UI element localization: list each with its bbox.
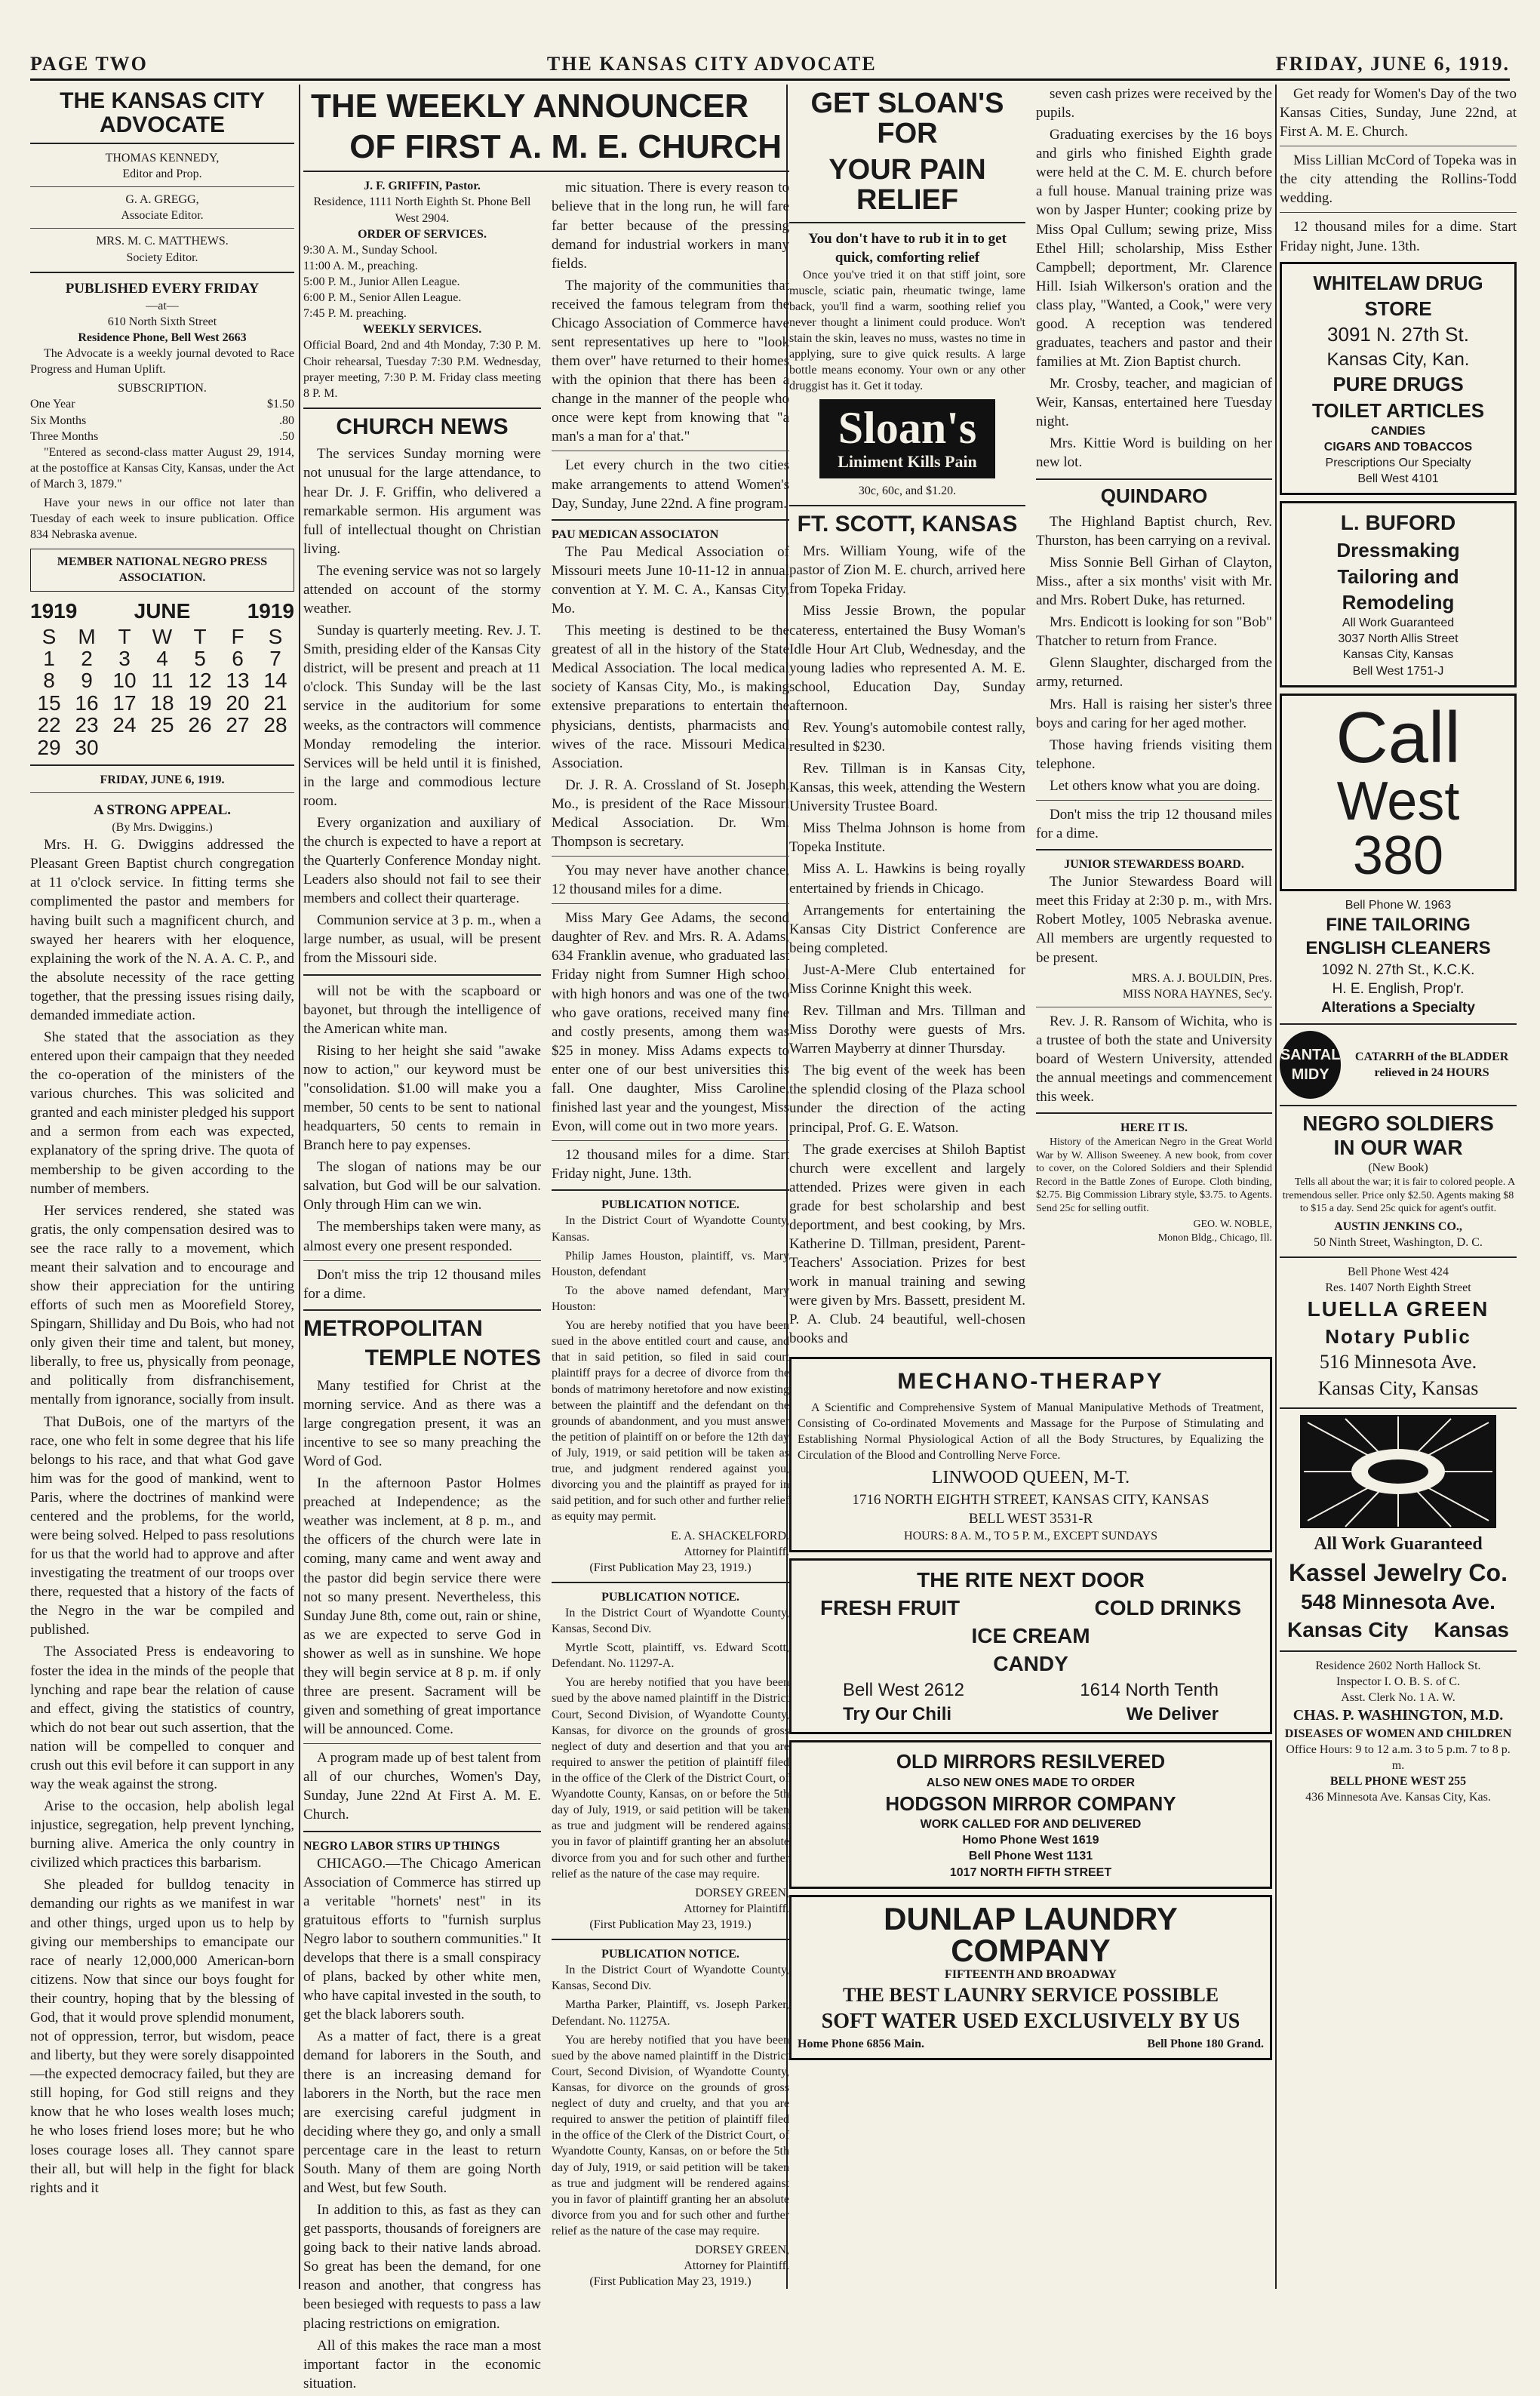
whitelaw-ad <box>1280 262 1517 496</box>
appeal-title: A STRONG APPEAL. <box>93 802 232 818</box>
wash-inspector: Inspector I. O. B. S. of C. <box>1336 1675 1460 1688</box>
hereitis-title: HERE IT IS. <box>1120 1121 1188 1135</box>
wash-specialty: DISEASES OF WOMEN AND CHILDREN <box>1284 1727 1512 1740</box>
staff-line: MRS. M. C. MATTHEWS. <box>96 235 229 248</box>
calendar-year: 1919 <box>30 598 78 623</box>
english-cleaners-ad <box>1280 897 1517 1018</box>
mechano-body: A Scientific and Comprehensive System of Manual Manipulative Methods of Treatment, Consisting of Co-ordinated Movements and Massage for the Purpose of Stimulating and Establishing Normal Physiological Action of all the Body Structures, by Equalizing the Circulation of the Blood and Controlling Nerve Force. <box>798 1401 1264 1463</box>
fscott-continued: Mr. Crosby, teacher, and magician of Weir, Kansas, entertained here Tuesday night. <box>1036 376 1272 430</box>
church-news-paragraph: The services Sunday morning were not unusual for the large attendance, to hear Dr. J. F. Griffin, who delivered a remarkable sermon. His argument was full of intellectual thought on Christian living. <box>303 446 541 557</box>
announcer-left <box>303 178 541 2395</box>
order-item: 11:00 A. M., preaching. <box>303 259 418 272</box>
labor-title: NEGRO LABOR STIRS UP THINGS <box>303 1839 500 1853</box>
pau-title: PAU MEDICAN ASSOCIATON <box>552 527 719 541</box>
calendar <box>30 598 294 758</box>
order-item: 6:00 P. M., Senior Allen League. <box>303 291 462 305</box>
cleaners-line: FINE TAILORING <box>1326 914 1471 935</box>
labor-paragraph: All of this makes the race man a most important factor in the economic situation. <box>303 2337 541 2391</box>
whitelaw-item: CANDIES <box>1370 424 1425 438</box>
metro-title-1: METROPOLITAN <box>303 1315 483 1341</box>
negro-body: Tells all about the war; it is fair to colored people. A tremendous seller. Price only $2.50. Agents making $8 to $15 a day. Send 25c quick for agent's outfit. <box>1282 1176 1516 1215</box>
masthead-title: THE KANSAS CITY ADVOCATE <box>546 53 877 75</box>
fscott-paragraph: The big event of the week has been the splendid closing of the Plaza school under the direction of the acting principal, Prof. G. E. Watson. <box>789 1063 1025 1136</box>
dunlap-home-phone: Home Phone 6856 Main. <box>798 2038 924 2051</box>
mirror-phone: Bell Phone West 1131 <box>968 1850 1093 1863</box>
buford-service: Tailoring and <box>1337 564 1459 588</box>
publication-paragraph: Philip James Houston, plaintiff, vs. Mary Houston, defendant <box>552 1249 789 1278</box>
mirror-company: HODGSON MIRROR COMPANY <box>885 1792 1176 1815</box>
publication-sign: DORSEY GREEN, <box>695 1886 789 1899</box>
dunlap-company: COMPANY <box>951 1932 1111 1968</box>
office-phone: Residence Phone, Bell West 2663 <box>78 331 247 344</box>
whitelaw-phone: Bell West 4101 <box>1357 472 1439 486</box>
mirror-address: 1017 NORTH FIFTH STREET <box>949 1865 1112 1879</box>
ransom-paragraph: Rev. J. R. Ransom of Wichita, who is a trustee of both the state and University board of Western University, attended the annual meetings and commencement this week. <box>1036 1013 1272 1106</box>
publication-paragraph: In the District Court of Wyandotte County, Kansas, Second Div. <box>552 1606 789 1636</box>
rite-next-door-ad <box>789 1558 1272 1734</box>
mechano-address: 1716 NORTH EIGHTH STREET, KANSAS CITY, KANSAS <box>852 1492 1210 1509</box>
appeal-paragraph: She pleaded for bulldog tenacity in demanding our rights as we manifest in war and other things, urged upon us to help by giving our memberships to emancipate our race of nearly 12,000,000 American-born citizens. Now that since our boys fought for their country, hoping that by the blessing of God, that it would prove splendid monument, not of oppression, terror, but wisdom, peace and liberty, but they were sorely disappointed—the expected democracy failed, but they are still hoping, for God still reigns and they know that he who loses wealth loses much; he who loses friend loses more; but he who loses courage loses all. They cannot spare their all, but will help in the fight for black rights and it <box>30 1877 294 2196</box>
order-item: 7:45 P. M. preaching. <box>303 307 407 321</box>
quindaro-paragraph: Miss Sonnie Bell Girhan of Clayton, Miss., after a six months' visit with Mr. and Mrs. Robert Duke, has returned. <box>1036 555 1272 609</box>
calendar-week: 1 2 3 4 5 6 7 <box>43 646 281 670</box>
buford-line: All Work Guaranteed <box>1342 617 1455 630</box>
cleaners-owner: H. E. English, Prop'r. <box>1332 981 1465 998</box>
metro-paragraph: In the afternoon Pastor Holmes preached at Independence; as the weather was inclement, at 8 p. m., and the officers of the church were late in coming, many came and went away and the pastor did begin service there were not so many present. Nevertheless, this Sunday June 8th, come out, rain or shine, as we are expected to serve God in shower as well as in sunshine. We hope they will begin service at 8 p. m. if only three are present. Sacrament will be given and something of great importance will be announced. Come. <box>303 1475 541 1738</box>
column-2 <box>303 85 789 2391</box>
kassel-address: 548 Minnesota Ave. <box>1301 1589 1495 1613</box>
publication-first: (First Publication May 23, 1919.) <box>589 2275 752 2289</box>
publication-title: PUBLICATION NOTICE. <box>601 1948 739 1961</box>
member-badge: MEMBER NATIONAL NEGRO PRESS ASSOCIATION. <box>30 549 294 591</box>
appeal-paragraph: That DuBois, one of the martyrs of the race, one who felt in some degree that his life belongs to his race, and that what God gave him was for the good of mankind, went to Paris, where the doctrines of mankind were centered and the problems, for the world, were being solved. Helped to pass resolutions for us that the world had to approve and after investigating the treatment of our troops over there, requested that a history of the facts of the Negro in the war be compiled and published. <box>30 1413 294 1638</box>
sloans-body: Once you've tried it on that stiff joint, sore muscle, sciatic pain, rheumatic twinge, lame back, you'll find a warm, soothing relief you never thought a liniment could produce. Won't stain the skin, leaves no muss, wastes no time in applying, sure to give quick results. A large bottle means economy. Your own or any other druggist has it. Get it today. <box>789 268 1025 393</box>
order-item: 5:00 P. M., Junior Allen League. <box>303 275 460 289</box>
negro-company: AUSTIN JENKINS CO., <box>1334 1220 1462 1233</box>
appeal-paragraph: Her services rendered, she stated was gratis, the only compensation desired was to see the race rally to a movement, which meant their salvation and to encourage and show their appreciation for the untiring efforts of such men as Moorefield Storey, Spingarn, Shilliday and Du Bois, who had not only given their time and talent, but money, liberally, to free us, physically from peonage, and politically from disfranchisement, mentally from ignorance, socially from insult. <box>30 1202 294 1408</box>
sloans-subhead: You don't have to rub it in to get quick, comforting relief <box>808 230 1007 266</box>
washington-ad <box>1280 1658 1517 1805</box>
publication-sign: DORSEY GREEN, <box>695 2244 789 2257</box>
entered-notice: "Entered as second-class matter August 29, 1914, at the postoffice at Kansas City, Kansas, under the Act of March 3, 1879." <box>30 445 294 491</box>
hereitis-address: Monon Bldg., Chicago, Ill. <box>1157 1232 1272 1244</box>
fscott-paragraph: Rev. Tillman and Mrs. Tillman and Miss Dorothy were guests of Mrs. Warren Mayberry at dinner Thursday. <box>789 1003 1025 1057</box>
fscott-paragraph: Mrs. William Young, wife of the pastor of Zion M. E. church, arrived here from Topeka Friday. <box>789 543 1025 598</box>
news-deadline: Have your news in our office not later than Tuesday of each week to insure publication. Office 834 Nebraska avenue. <box>30 497 294 542</box>
rite-chili: Try Our Chili <box>843 1703 952 1724</box>
masthead <box>30 53 1510 81</box>
rite-candy: CANDY <box>993 1652 1068 1676</box>
appeal-paragraph: The Associated Press is endeavoring to foster the idea in the minds of the people that lynching and rape bear the relation of cause and effect, giving the statistics of country, which do not bear out such assertion, that the nation will be compelled to conquer and crush out this evil before it can support in any way the weak against the strong. <box>30 1644 294 1793</box>
order-title: ORDER OF SERVICES. <box>358 227 487 241</box>
pau-paragraph: Dr. J. R. A. Crossland of St. Joseph, Mo., is president of the Race Missouri Medical Association. Dr. Wm. Thompson is secretary. <box>552 777 789 850</box>
mechano-hours: HOURS: 8 A. M., TO 5 P. M., EXCEPT SUNDAYS <box>904 1530 1157 1543</box>
publication-paragraph: In the District Court of Wyandotte County, Kansas. <box>552 1214 789 1244</box>
mirror-line: WORK CALLED FOR AND DELIVERED <box>920 1818 1142 1832</box>
announcer-title-1: THE WEEKLY ANNOUNCER <box>311 88 749 125</box>
hodgson-mirror-ad <box>789 1740 1272 1888</box>
metro-paragraph: Many testified for Christ at the morning service. And as there was a large congregation present, it was an incentive to see so many preaching the Word of God. <box>303 1377 541 1470</box>
santal-capsule-icon: SANTAL MIDY <box>1280 1031 1341 1099</box>
kassel-jewelry-ad <box>1280 1415 1517 1644</box>
fscott-paragraph: Just-A-Mere Club entertained for Miss Corinne Knight this week. <box>789 961 1025 997</box>
mechano-phone: BELL WEST 3531-R <box>968 1511 1093 1527</box>
publication-title: PUBLICATION NOTICE. <box>601 1198 739 1212</box>
rite-icecream: ICE CREAM <box>971 1624 1090 1648</box>
womens-day-note: Let every church in the two cities make arrangements to attend Women's Day, Sunday, June 22nd. A fine program. <box>552 457 789 512</box>
publication-first: (First Publication May 23, 1919.) <box>589 1561 752 1574</box>
subscription-row: Six Months .80 <box>30 414 294 427</box>
quindaro-paragraph: Glenn Slaughter, discharged from the army, returned. <box>1036 655 1272 691</box>
publication-paragraph: You are hereby notified that you have been sued by the above named plaintiff in the District Court, Second Division, of Wyandotte County, Kansas, for divorce on the grounds of gross neglect of duty and desertion and that you are required to answer the petition of plaintiff filed in the office of the Clerk of the District Court, of Wyandotte County, Kansas, on or before the 5th day of July, 1919, or said petition will be taken as true and judgment will be rendered against you in favor of plaintiff granting her an absolute divorce from you and for such other and further relief as the nature of the case may require. <box>552 1676 789 1881</box>
hereitis-sign: GEO. W. NOBLE, <box>1193 1219 1272 1231</box>
publication-role: Attorney for Plaintiff. <box>684 1545 789 1558</box>
column-rule <box>299 85 300 2289</box>
staff-line: THOMAS KENNEDY, <box>105 152 220 165</box>
publication-first: (First Publication May 23, 1919.) <box>589 1918 752 1932</box>
mission-statement: The Advocate is a weekly journal devoted to Race Progress and Human Uplift. <box>30 347 294 377</box>
call-word: Call <box>1336 697 1461 778</box>
fscott-paragraph: The grade exercises at Shiloh Baptist church were excellent and largely attended. Prizes were given in each grade for best scholarship and best deportment, and best cooking, by Mrs. Katherine D. Tillman, president, Parent-Teachers' Association. Prizes for best work in manual training and sewing were given by Mrs. Bassett, president M. P. A. Club. 24 beautiful, well-chosen books and <box>789 1141 1025 1347</box>
fscott-continued: Mrs. Kittie Word is building on her new lot. <box>1036 435 1272 471</box>
buford-ad <box>1280 501 1517 687</box>
church-news-paragraph: Communion service at 3 p. m., when a large number, as usual, will be present from the Missouri side. <box>303 912 541 967</box>
whitelaw-city: Kansas City, Kan. <box>1326 349 1470 370</box>
published-at: —at— <box>146 299 179 312</box>
wash-clerk: Asst. Clerk No. 1 A. W. <box>1341 1691 1455 1705</box>
quindaro-paragraph: Mrs. Endicott is looking for son "Bob" Thatcher to return from France. <box>1036 614 1272 650</box>
buford-service: Remodeling <box>1342 590 1455 614</box>
whitelaw-address: 3091 N. 27th St. <box>1327 323 1469 346</box>
labor-paragraph: CHICAGO.—The Chicago American Association of Commerce has stirred up a veritable "hornets' nest" in its gratuitous efforts to "furnish surplus Negro labor to southern communities." It develops that there is a small conspiracy of plans, backed by other white men, who have capital invested in the south, to get the black laborers south. <box>303 1855 541 2023</box>
appeal-paragraph: She stated that the association as they entered upon their campaign that they needed the co-operation of the ministers of the various churches. This was solicited and granted and each minister pledged his support and a sermon from each was expected, explanatory of the spring drive. The quota of membership to be given according to the number of members. <box>30 1029 294 1197</box>
rite-drinks: COLD DRINKS <box>1094 1596 1241 1620</box>
church-news-paragraph: Sunday is quarterly meeting. Rev. J. T. Smith, presiding elder of the Kansas City district, will be present and preach at 11 o'clock. This Sunday will be the last service in the auditorium for some weeks, as the contractors will commence Monday remodeling the interior. Services will be held until it is finished, in the large and commodious lecture room. <box>303 623 541 809</box>
trip-note: 12 thousand miles for a dime. Start Friday night, June. 13th. <box>552 1147 789 1183</box>
whitelaw-specialty: Prescriptions Our Specialty <box>1325 457 1471 470</box>
publication-paragraph: In the District Court of Wyandotte County, Kansas, Second Div. <box>552 1964 789 1993</box>
appeal-continued: Rising to her height she said "awake now to action," our keyword must be "consolidation. $1.00 will make you a member, 50 cents to be sent to national headquarters, 50 cents to remain in Branch here to pay expenses. <box>303 1042 541 1154</box>
womens-day-note: Get ready for Women's Day of the two Kansas Cities, Sunday, June 22nd, at First A. M. E. Church. <box>1280 86 1517 140</box>
mechano-name: LINWOOD QUEEN, M-T. <box>931 1468 1130 1488</box>
mechano-title: MECHANO-THERAPY <box>897 1369 1164 1395</box>
dunlap-address: FIFTEENTH AND BROADWAY <box>945 1967 1117 1981</box>
publication-title: PUBLICATION NOTICE. <box>601 1590 739 1604</box>
kassel-guarantee: All Work Guaranteed <box>1314 1534 1483 1555</box>
publication-paragraph: To the above named defendant, Mary Houston: <box>552 1284 789 1313</box>
calendar-weekdays: S M T W T F S <box>41 624 283 648</box>
col3-right <box>1036 85 1272 1351</box>
staff-line: Editor and Prop. <box>122 168 202 181</box>
fscott-paragraph: Arrangements for entertaining the Kansas City District Conference are being completed. <box>789 902 1025 956</box>
luella-green-ad <box>1280 1264 1517 1401</box>
kassel-state: Kansas <box>1434 1617 1509 1641</box>
paper-name: THE KANSAS CITY ADVOCATE <box>60 88 265 137</box>
sloans-ad <box>789 89 1025 499</box>
dunlap-laundry-ad <box>789 1895 1272 2060</box>
whitelaw-item: CIGARS AND TOBACCOS <box>1323 440 1473 454</box>
trip-note: Don't miss the trip 12 thousand miles for a dime. <box>1036 806 1272 842</box>
whitelaw-item: PURE DRUGS <box>1333 373 1464 396</box>
fscott-title: FT. SCOTT, KANSAS <box>797 511 1018 537</box>
column-rule <box>1275 85 1277 2289</box>
church-news-paragraph: The evening service was not so largely attended on account of the stormy weather. <box>303 562 541 617</box>
appeal-continued: The memberships taken were many, as almost every one present responded. <box>303 1219 541 1254</box>
buford-service: Dressmaking <box>1336 539 1460 562</box>
rite-address: 1614 North Tenth <box>1080 1680 1219 1701</box>
rite-phone: Bell West 2612 <box>843 1680 964 1701</box>
publication-paragraph: Martha Parker, Plaintiff, vs. Joseph Parker, Defendant. No. 11275A. <box>552 1998 789 2028</box>
negro-address: 50 Ninth Street, Washington, D. C. <box>1314 1235 1483 1249</box>
cleaners-address: 1092 N. 27th St., K.C.K. <box>1321 962 1475 979</box>
calendar-week: 8 9 10 11 12 13 14 <box>43 669 287 693</box>
junior-sign: MRS. A. J. BOULDIN, Pres. <box>1131 971 1272 985</box>
green-address: 516 Minnesota Ave. <box>1319 1351 1477 1373</box>
hereitis-body: History of the American Negro in the Great World War by W. Allison Sweeney. A new book, from cover to cover, on the Colored Soldiers and their Splendid Record in the Battle Zones of Europe. Cloth binding, $2.75. Big Commission Library style, $3.75. to Agents. Send 25c for selling outfit. <box>1036 1136 1272 1214</box>
publication-sign: E. A. SHACKELFORD. <box>671 1529 789 1542</box>
cleaners-phone: Bell Phone W. 1963 <box>1345 898 1452 912</box>
col3-left <box>789 85 1025 1351</box>
fscott-continued: Graduating exercises by the 16 boys and girls who finished Eighth grade were held at the C. M. E. church before a full house. Manual training prize was won by Jasper Hunter; cooking prize by Miss Opal Cullum; sewing prize, Miss Ethel Hill; scholarship, Miss Esther Campbell; deportment, Mr. Clarence Hill. Isiah Wilkerson's oration and the class play, "Wanted, a Cook," were very good. A reception was tendered graduates, teachers and pastor and their families at Mt. Zion Baptist church. <box>1036 127 1272 371</box>
pau-paragraph: The Pau Medical Association of Missouri meets June 10-11-12 in annual convention at Y. M. C. A., Kansas City, Mo. <box>552 543 789 617</box>
metro-title-2: TEMPLE NOTES <box>364 1346 541 1371</box>
santal-midy-ad <box>1280 1031 1517 1099</box>
jewelry-sunburst-icon <box>1300 1415 1496 1528</box>
green-residence: Res. 1407 North Eighth Street <box>1325 1281 1471 1295</box>
rite-title: THE RITE NEXT DOOR <box>917 1568 1145 1592</box>
labor-continued: mic situation. There is every reason to believe that in the long run, he will fare far better because of the pressing demand for industrial workers in many fields. <box>552 180 789 272</box>
dateline: FRIDAY, JUNE 6, 1919. <box>100 773 225 786</box>
junior-sign: MISS NORA HAYNES, Sec'y. <box>1122 987 1272 1001</box>
pastor-name: J. F. GRIFFIN, Pastor. <box>364 180 481 193</box>
junior-paragraph: The Junior Stewardess Board will meet this Friday at 2:30 p. m., with Mrs. Robert Motley, 1005 Nebraska avenue. All members are urgently requested to be present. <box>1036 874 1272 966</box>
program-note: A program made up of best talent from all of our churches, Women's Day, Sunday, June 22nd At First A. M. E. Church. <box>303 1750 541 1823</box>
staff-list <box>30 150 294 266</box>
green-name: LUELLA GREEN <box>1307 1297 1489 1321</box>
staff-line: G. A. GREGG, <box>125 193 199 207</box>
masthead-date: FRIDAY, JUNE 6, 1919. <box>1275 53 1510 75</box>
negro-sub: (New Book) <box>1368 1161 1428 1175</box>
dunlap-bell-phone: Bell Phone 180 Grand. <box>1147 2038 1264 2051</box>
rite-fruit: FRESH FRUIT <box>820 1596 961 1620</box>
appeal-paragraph: Arise to the occasion, help abolish legal injustice, segregation, help prevent lynching, burning alive. America the only country in civilized which practices this barbarism. <box>30 1798 294 1872</box>
quindaro-title: QUINDARO <box>1100 484 1208 507</box>
appeal-continued: will not be with the scapboard or bayonet, but through the intelligence of the American white man. <box>303 983 541 1037</box>
negro-title-1: NEGRO SOLDIERS <box>1302 1112 1494 1136</box>
trip-note: 12 thousand miles for a dime. Start Friday night, June. 13th. <box>1280 219 1517 254</box>
appeal-continued: The slogan of nations may be our salvation, but God will be our salvation. Only through Him can we win. <box>303 1159 541 1213</box>
office-address: 610 North Sixth Street <box>107 315 217 328</box>
wash-name: CHAS. P. WASHINGTON, M.D. <box>1293 1707 1504 1724</box>
negro-title-2: IN OUR WAR <box>1333 1135 1463 1159</box>
mechano-ad <box>789 1357 1272 1552</box>
adams-paragraph: Miss Mary Gee Adams, the second daughter of Rev. and Mrs. R. A. Adams, 634 Franklin avenue, who graduated last Friday night from Sumner High school with high honors and was one of the two who gave orations, received many fine and costly presents, among them was $25 in money. Miss Adams expects to enter one of our best universities this fall. One daughter, Miss Caroline, finished last year and the youngest, Miss Evon, will come out in two more years. <box>552 910 789 1135</box>
dunlap-slogan: SOFT WATER USED EXCLUSIVELY BY US <box>821 2010 1240 2034</box>
church-news-title: CHURCH NEWS <box>336 414 509 439</box>
mirror-line: ALSO NEW ONES MADE TO ORDER <box>926 1776 1136 1789</box>
buford-phone: Bell West 1751-J <box>1352 664 1444 678</box>
subscription-row: One Year $1.50 <box>30 398 294 411</box>
cleaners-specialty: Alterations a Specialty <box>1321 1000 1475 1017</box>
publication-paragraph: You are hereby notified that you have been sued by the above named plaintiff in the District Court, Second Division, of Wyandotte County, Kansas, for divorce on the grounds of gross neglect of duty and cruelty, and that you are required to answer the petition of plaintiff filed in the office of the Clerk of the District Court, of Wyandotte County, Kansas, on or before the 5th day of July, 1919, or said petition will be taken as true and judgment will be rendered against you in favor of plaintiff granting her an absolute divorce from you and for such other and further relief as the nature of the case may require. <box>552 2033 789 2238</box>
fscott-paragraph: Miss Thelma Johnson is home from Topeka Institute. <box>789 820 1025 856</box>
weekly-title: WEEKLY SERVICES. <box>362 323 482 337</box>
subscription-row: Three Months .50 <box>30 429 294 443</box>
wash-phone: BELL PHONE WEST 255 <box>1329 1774 1467 1788</box>
call-west: West <box>1336 770 1460 832</box>
labor-continued: The majority of the communities that received the famous telegram from the Chicago Association of Commerce have sent representatives up here to "look them over" have returned to their homes with the opinion that there has been a change in the manner of the people who once were kept from knowing that "a man's a man for a' that." <box>552 277 789 445</box>
pastor-residence: Residence, 1111 North Eighth St. Phone Bell West 2904. <box>313 195 531 225</box>
column-1 <box>30 85 294 2289</box>
calendar-week: 15 16 17 18 19 20 21 <box>37 691 287 715</box>
calendar-week: 29 30 <box>37 735 99 759</box>
appeal-byline: (By Mrs. Dwiggins.) <box>112 821 213 835</box>
subscription-title: SUBSCRIPTION. <box>118 382 207 395</box>
whitelaw-item: TOILET ARTICLES <box>1311 398 1485 422</box>
buford-city: Kansas City, Kansas <box>1342 648 1454 662</box>
wash-hours: Office Hours: 9 to 12 a.m. 3 to 5 p.m. 7 to 8 p. m. <box>1286 1742 1511 1772</box>
column-4 <box>1280 85 1517 2289</box>
sloans-headline-2: YOUR PAIN RELIEF <box>828 153 986 216</box>
sloans-prices: 30c, 60c, and $1.20. <box>858 484 957 497</box>
fscott-paragraph: Rev. Young's automobile contest rally, resulted in $230. <box>789 719 1025 755</box>
kassel-city: Kansas City <box>1287 1617 1409 1641</box>
chance-note: You may never have another chance, 12 thousand miles for a dime. <box>552 863 789 898</box>
fscott-paragraph: Rev. Tillman is in Kansas City, Kansas, this week, attending the Western University Trustee Board. <box>789 761 1025 815</box>
publication-paragraph: Myrtle Scott, plaintiff, vs. Edward Scott, Defendant. No. 11297-A. <box>552 1641 789 1671</box>
rite-deliver: We Deliver <box>1126 1703 1219 1724</box>
mirror-phone: Homo Phone West 1619 <box>962 1834 1099 1847</box>
page-number: PAGE TWO <box>30 53 148 75</box>
quindaro-paragraph: Those having friends visiting them telephone. <box>1036 737 1272 772</box>
junior-title: JUNIOR STEWARDESS BOARD. <box>1064 858 1244 872</box>
published-line: PUBLISHED EVERY FRIDAY <box>65 280 260 297</box>
buford-address: 3037 North Allis Street <box>1338 632 1459 646</box>
publication-role: Attorney for Plaintiff. <box>684 2259 789 2273</box>
calendar-month: JUNE <box>134 598 191 623</box>
cleaners-line: ENGLISH CLEANERS <box>1305 938 1491 959</box>
negro-soldiers-ad <box>1280 1112 1517 1250</box>
buford-name: L. BUFORD <box>1340 511 1456 535</box>
labor-paragraph: In addition to this, as fast as they can get passports, thousands of foreigners are going back to their native lands abroad. So great has been the demand, for one reason and another, that congress has been besieged with requests to pass a law placing restrictions on emigration. <box>303 2202 541 2332</box>
subscription-table <box>30 396 294 444</box>
staff-line: Society Editor. <box>126 251 198 264</box>
whitelaw-name: WHITELAW DRUG STORE <box>1313 271 1483 320</box>
appeal-paragraph: Mrs. H. G. Dwiggins addressed the Pleasant Green Baptist church congregation at 11 o'clock service. In fitting terms she complimented the pastor and members for having built such a magnificent church, and swayed her hearers with her eloquence, explaining the work of the N. A. A. C. P., and the absolute necessity of the race getting together, that the pressing issues rising daily, demanded immediate action. <box>30 837 294 1023</box>
column-3 <box>789 85 1272 2289</box>
santal-text: CATARRH of the BLADDER relieved in 24 HOURS <box>1354 1050 1509 1080</box>
labor-paragraph: As a matter of fact, there is a great demand for laborers in the South, and there is an increasing demand for laborers in the North, but the race men are exercising careful judgment in deciding where they go, and only a small percentage care in the least to return South. Many of them are going North and West, but few South. <box>303 2028 541 2196</box>
green-title: Notary Public <box>1325 1325 1471 1349</box>
order-item: 9:30 A. M., Sunday School. <box>303 243 438 257</box>
green-city: Kansas City, Kansas <box>1317 1376 1479 1399</box>
dunlap-slogan: THE BEST LAUNRY SERVICE POSSIBLE <box>842 1983 1219 2006</box>
dunlap-name: DUNLAP LAUNDRY <box>884 1900 1178 1936</box>
staff-line: Associate Editor. <box>121 209 204 223</box>
fscott-paragraph: Miss Jessie Brown, the popular cateress, entertained the Busy Woman's Idle Hour Art Club, Wednesday, and the young ladies who represented A. M. E. school, Education Day, Sunday afternoon. <box>789 603 1025 714</box>
wash-address: 436 Minnesota Ave. Kansas City, Kas. <box>1305 1791 1491 1804</box>
kassel-name: Kassel Jewelry Co. <box>1289 1558 1508 1586</box>
quindaro-paragraph: Let others know what you are doing. <box>1050 777 1261 794</box>
sloans-headline-1: GET SLOAN'S FOR <box>810 88 1004 149</box>
sloans-logo: Sloan's Liniment Kills Pain <box>819 399 995 478</box>
mccord-note: Miss Lillian McCord of Topeka was in the city attending the Rollins-Todd wedding. <box>1280 152 1517 207</box>
fscott-continued: seven cash prizes were received by the pupils. <box>1036 86 1272 121</box>
calendar-grid <box>30 626 294 758</box>
publication-role: Attorney for Plaintiff. <box>684 1902 789 1915</box>
fscott-paragraph: Miss A. L. Hawkins is being royally entertained by friends in Chicago. <box>789 861 1025 897</box>
green-phone: Bell Phone West 424 <box>1348 1265 1449 1278</box>
wash-residence: Residence 2602 North Hallock St. <box>1315 1659 1481 1672</box>
calendar-week: 22 23 24 25 26 27 28 <box>37 713 287 737</box>
mirror-line: OLD MIRRORS RESILVERED <box>896 1750 1166 1773</box>
publication-paragraph: You are hereby notified that you have been sued in the above entitled court and cause, and that in said petition, so filed in said court plaintiff prays for a decree of divorce from the bonds of matrimony heretofore and now existing between the plaintiff and the defendant on the grounds of abandonment, and you must answer the petition of plaintiff on or before the 12th day of July, 1919, or said petition will be taken as true, and judgment rendered against you, divorcing you and the plaintiff as prayed for in said petition, and for such other and further relief as equity may permit. <box>552 1319 789 1524</box>
quindaro-paragraph: The Highland Baptist church, Rev. Thurston, has been carrying on a revival. <box>1036 513 1272 549</box>
call-number: 380 <box>1352 825 1444 886</box>
trip-note: Don't miss the trip 12 thousand miles for a dime. <box>303 1266 541 1302</box>
pau-paragraph: This meeting is destined to be the greatest of all in the history of the State Medical Association. The local medical society of Kansas City, Mo., is making extensive preparations to entertain the physicians, dentists, pharmacists and wives of the race. Missouri Medical Association. <box>552 623 789 771</box>
quindaro-paragraph: Mrs. Hall is raising her sister's three boys and caring for her aged mother. <box>1036 696 1272 731</box>
church-news-paragraph: Every organization and auxiliary of the church is expected to have a report at the Quarterly Conference Monday night. Leaders also should not fail to see their members and collect their quarterage. <box>303 814 541 907</box>
announcer-title-2: OF FIRST A. M. E. CHURCH <box>349 128 782 166</box>
announcer-right <box>552 178 789 2395</box>
calendar-year: 1919 <box>247 598 294 623</box>
call-west-ad <box>1280 694 1517 891</box>
weekly-services: Official Board, 2nd and 4th Monday, 7:30 P. M. Choir rehearsal, Tuesday 7:30 P.M. Wednesday, prayer meeting, 7:30 P. M. Friday class meeting 8 P. M. <box>303 339 541 400</box>
